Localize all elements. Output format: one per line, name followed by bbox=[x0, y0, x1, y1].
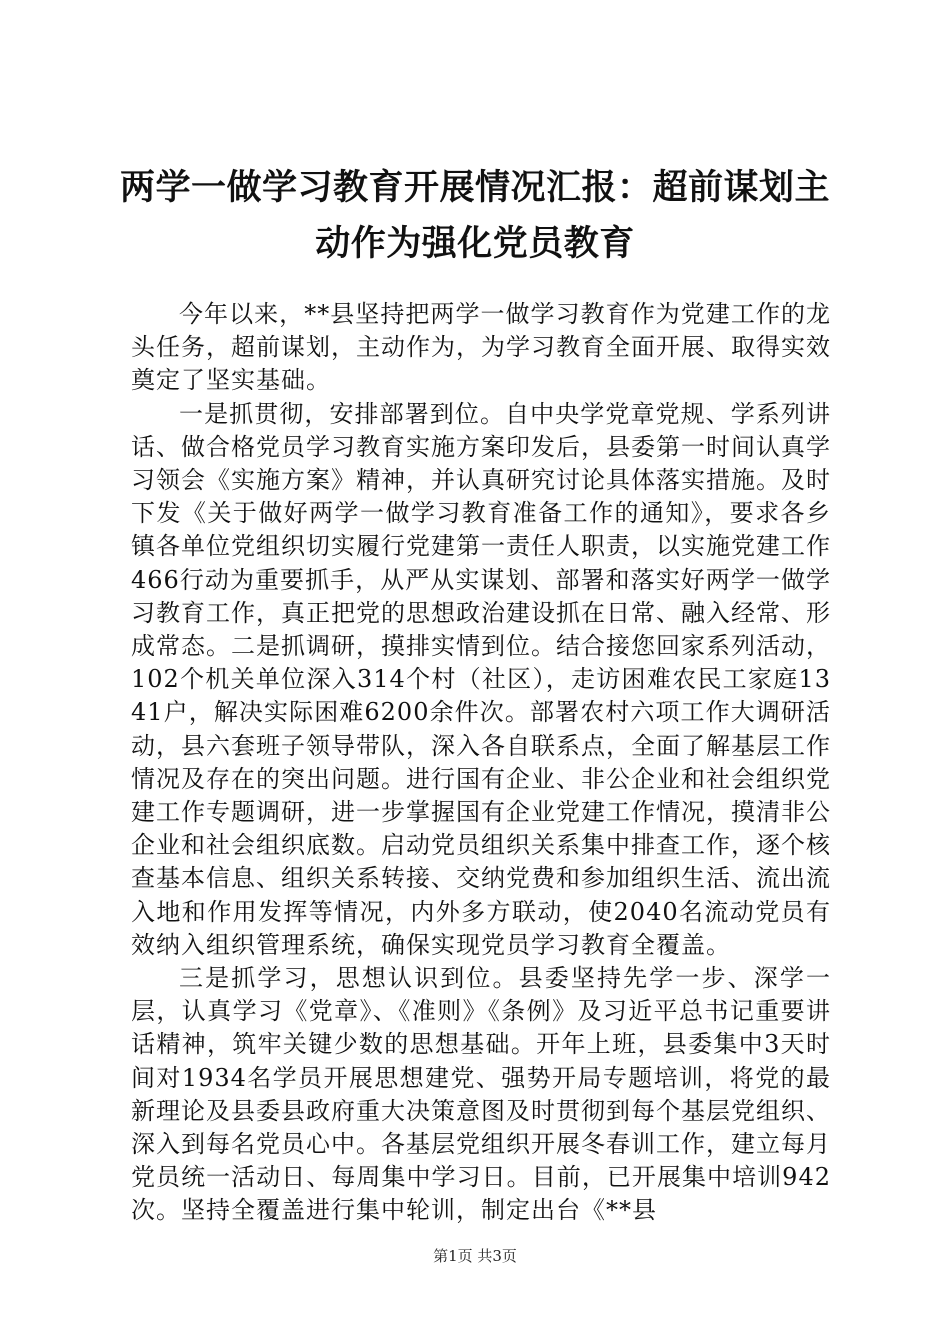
title-line-1: 两学一做学习教育开展情况汇报：超前谋划主 bbox=[120, 168, 831, 208]
document-title bbox=[120, 160, 830, 272]
document-body bbox=[131, 298, 831, 1228]
paragraph-deployment: 一是抓贯彻，安排部署到位。自中央学党章党规、学系列讲话、做合格党员学习教育实施方案印发后，县委第一时间认真学习领会《实施方案》精神，并认真研究讨论具体落实措施。及时下发《关于做好两学一做学习教育准备工作的通知》，要求各乡镇各单位党组织切实履行党建第一责任人职责，以实施党建工作466行动为重要抓手，从严从实谋划、部署和落实好两学一做学习教育工作，真正把党的思想政治建设抓在日常、融入经常、形成常态。二是抓调研，摸排实情到位。结合接您回家系列活动，102个机关单位深入314个村（社区），走访困难农民工家庭1341户，解决实际困难6200余件次。部署农村六项工作大调研活动，县六套班子领导带队，深入各自联系点，全面了解基层工作情况及存在的突出问题。进行国有企业、非公企业和社会组织党建工作专题调研，进一步掌握国有企业党建工作情况，摸清非公企业和社会组织底数。启动党员组织关系集中排查工作，逐个核查基本信息、组织关系转接、交纳党费和参加组织生活、流出流入地和作用发挥等情况，内外多方联动，使2040名流动党员有效纳入组织管理系统，确保实现党员学习教育全覆盖。 bbox=[131, 399, 831, 959]
page-footer: 第1页 共3页 bbox=[433, 1247, 517, 1265]
paragraph-study: 三是抓学习，思想认识到位。县委坚持先学一步、深学一层，认真学习《党章》、《准则》《条例》及习近平总书记重要讲话精神，筑牢关键少数的思想基础。开年上班，县委集中3天时间对1934名学员开展思想建党、强势开局专题培训，将党的最新理论及县委县政府重大决策意图及时贯彻到每个基层党组织、深入到每名党员心中。各基层党组织开展冬春训工作，建立每月党员统一活动日、每周集中学习日。目前，已开展集中培训942次。坚持全覆盖进行集中轮训，制定出台《**县 bbox=[131, 964, 831, 1225]
title-line-2: 动作为强化党员教育 bbox=[315, 224, 635, 264]
paragraph-intro: 今年以来，**县坚持把两学一做学习教育作为党建工作的龙头任务，超前谋划，主动作为，为学习教育全面开展、取得实效奠定了坚实基础。 bbox=[131, 300, 831, 395]
